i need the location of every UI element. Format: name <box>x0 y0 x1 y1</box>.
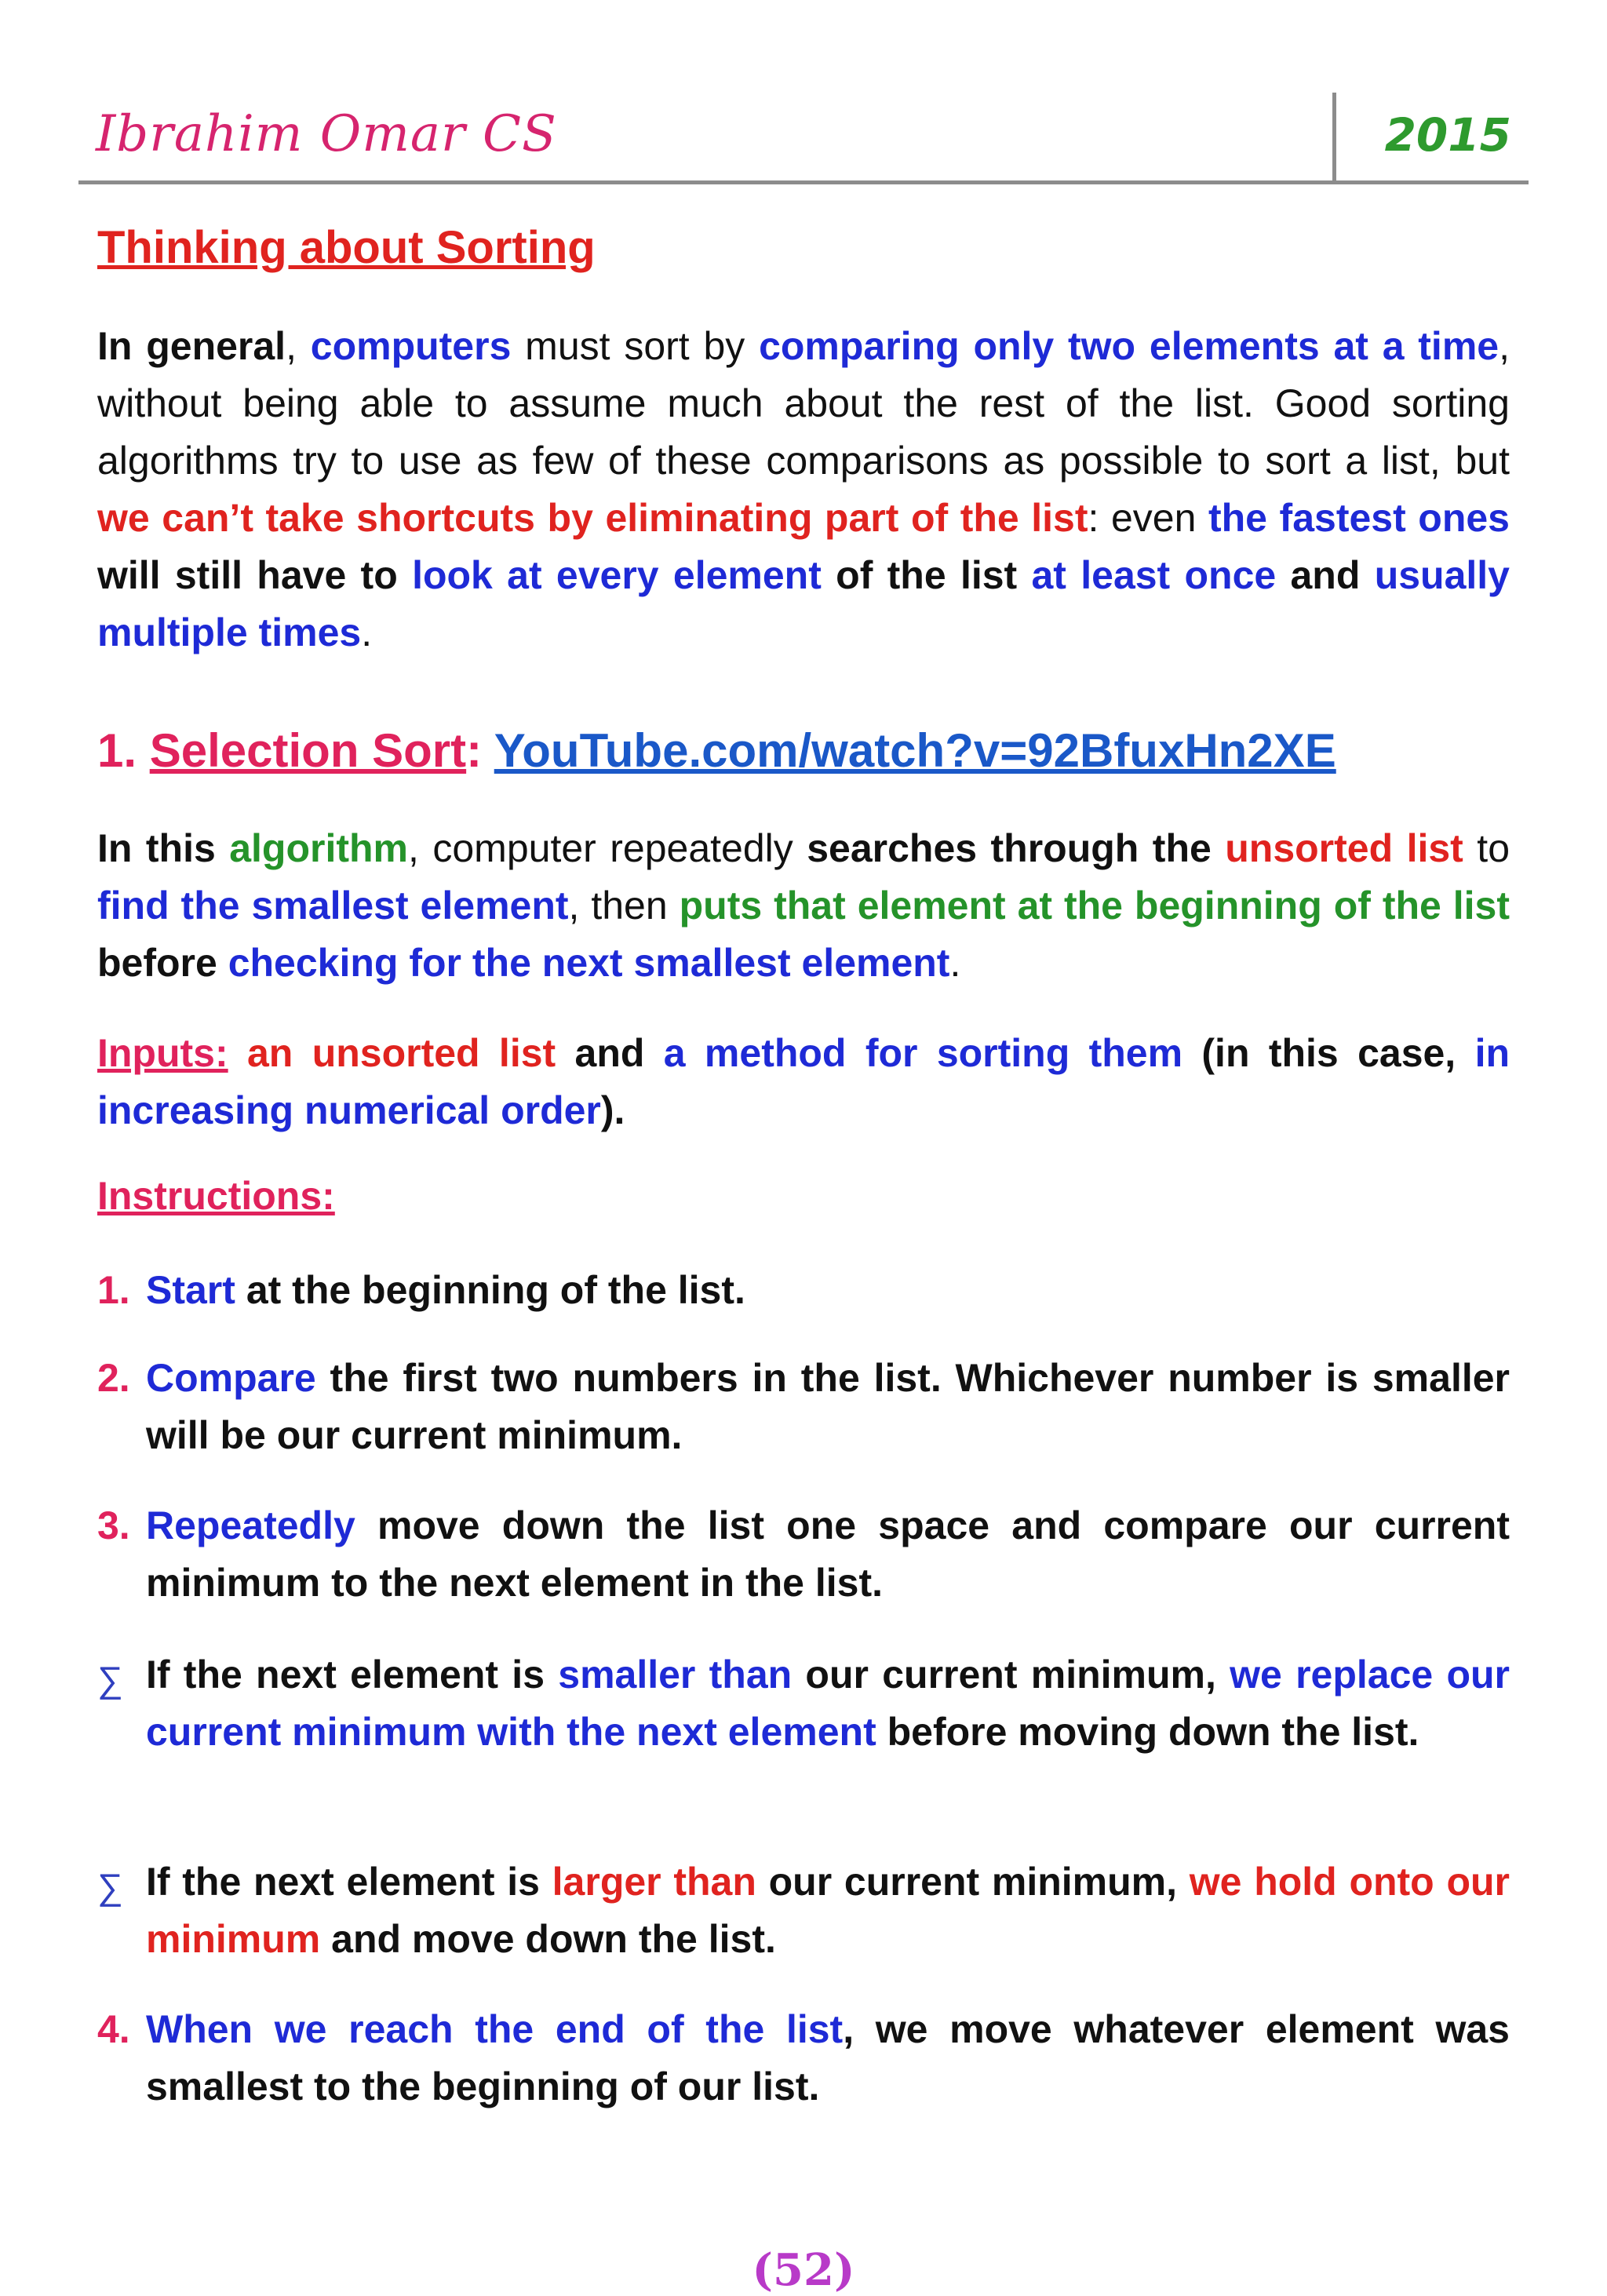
section-title-thinking: Thinking about Sorting <box>97 222 596 273</box>
instruction-item-2: 2. Compare the first two numbers in the list. Whichever number is smaller will be our current minimum. <box>97 1356 1510 1457</box>
instruction-item-4: 4. When we reach the end of the list, we move whatever element was smallest to the beginning of our list. <box>97 2007 1510 2108</box>
instruction-item-1: 1. Start at the beginning of the list. <box>97 1268 745 1312</box>
page-header <box>78 93 1529 187</box>
inputs-paragraph: Inputs: an unsorted list and a method for sorting them (in this case, in increasing numerical order). <box>97 1031 1510 1132</box>
instructions-label: Instructions: <box>97 1174 335 1218</box>
header-divider-horizontal <box>78 180 1529 184</box>
sigma-bullet-icon: ∑ <box>97 1659 123 1700</box>
sub-bullet-smaller: ∑ If the next element is smaller than our current minimum, we replace our current minimum with the next element before moving down the list. <box>97 1653 1510 1754</box>
intro-paragraph: In general, computers must sort by comparing only two elements at a time, without being able to assume much about the rest of the list. Good sorting algorithms try to use as few of these comparisons as possible to sort a list, but we can’t take shortcuts by eliminating part of the list: even the fastest ones will still have to look at every element of the list at least once and usually multiple times. <box>97 324 1510 654</box>
sigma-bullet-icon: ∑ <box>97 1866 123 1907</box>
page-number: (52) <box>752 2244 855 2296</box>
section-title-selection-sort: 1. Selection Sort: YouTube.com/watch?v=92BfuxHn2XE <box>97 724 1336 777</box>
header-divider-vertical <box>1332 93 1336 183</box>
sub-bullet-larger: ∑ If the next element is larger than our current minimum, we hold onto our minimum and move down the list. <box>97 1860 1510 1961</box>
header-year: 2015 <box>1384 108 1511 162</box>
inputs-label: Inputs: <box>97 1031 228 1075</box>
instruction-item-3: 3. Repeatedly move down the list one space and compare our current minimum to the next element in the list. <box>97 1503 1510 1605</box>
selection-sort-description: In this algorithm, computer repeatedly searches through the unsorted list to find the smallest element, then puts that element at the beginning of the list before checking for the next smallest element. <box>97 826 1510 985</box>
author-name: Ibrahim Omar CS <box>96 105 557 163</box>
youtube-link[interactable]: YouTube.com/watch?v=92BfuxHn2XE <box>494 724 1336 777</box>
